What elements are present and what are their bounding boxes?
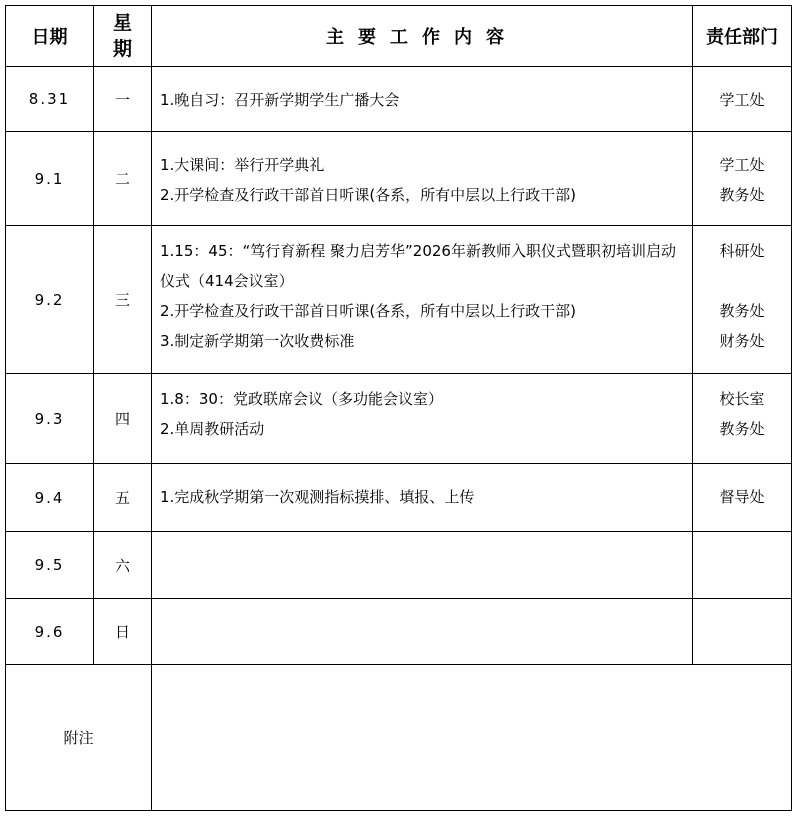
date-cell: 9.3 [6,374,94,464]
weekday-cell: 二 [94,132,152,226]
work-item: 2.开学检查及行政干部首日听课(各系，所有中层以上行政干部) [160,302,577,320]
weekly-schedule-table [5,5,792,811]
content-cell [152,226,693,374]
content-cell [152,374,693,464]
dept-cell [693,226,792,374]
note-row [6,665,792,811]
dept-name: 教务处 [719,420,765,438]
table-row [6,67,792,132]
content-cell [152,464,693,532]
weekday-cell: 三 [94,226,152,374]
dept-cell [693,67,792,132]
dept-header: 责任部门 [693,6,792,67]
work-item: 1.8：30：党政联席会议（多功能会议室） [160,390,443,408]
date-cell: 9.6 [6,599,94,665]
work-item: 2.开学检查及行政干部首日听课(各系，所有中层以上行政干部) [160,186,577,204]
date-cell: 9.4 [6,464,94,532]
dept-name: 科研处 [719,242,765,260]
content-cell [152,532,693,599]
date-header: 日期 [6,6,94,67]
work-item: 1.晚自习：召开新学期学生广播大会 [160,91,400,109]
dept-name: 教务处 [719,186,765,204]
weekday-cell: 六 [94,532,152,599]
weekday-header-line2: 期 [112,38,132,60]
note-content [152,665,792,811]
table-row [6,532,792,599]
note-label: 附注 [6,665,152,811]
work-item: 2.单周教研活动 [160,420,265,438]
dept-name: 学工处 [719,156,765,174]
work-item: 1.15：45：“笃行育新程 聚力启芳华”2026年新教师入职仪式暨职初培训启动仪式（414会议室） [160,242,676,290]
header-row [6,6,792,67]
dept-cell [693,464,792,532]
dept-cell [693,374,792,464]
weekday-header-line1: 星 [112,12,132,34]
date-cell: 8.31 [6,67,94,132]
table-row [6,132,792,226]
dept-name: 督导处 [719,488,765,506]
work-item: 3.制定新学期第一次收费标准 [160,332,355,350]
dept-cell [693,599,792,665]
work-item: 1.大课间：举行开学典礼 [160,156,325,174]
dept-name: 学工处 [719,91,765,109]
dept-name: 财务处 [719,332,765,350]
content-cell [152,67,693,132]
weekday-header [94,6,152,67]
dept-name: 校长室 [719,390,765,408]
weekday-cell: 五 [94,464,152,532]
table-row [6,374,792,464]
date-cell: 9.2 [6,226,94,374]
table-row [6,464,792,532]
date-cell: 9.5 [6,532,94,599]
work-item: 1.完成秋学期第一次观测指标摸排、填报、上传 [160,488,475,506]
weekday-cell: 一 [94,67,152,132]
table-row [6,226,792,374]
content-cell [152,132,693,226]
content-header: 主要工作内容 [152,6,693,67]
content-cell [152,599,693,665]
weekday-cell: 日 [94,599,152,665]
date-cell: 9.1 [6,132,94,226]
dept-cell [693,532,792,599]
dept-cell [693,132,792,226]
dept-name: 教务处 [719,302,765,320]
weekday-cell: 四 [94,374,152,464]
table-row [6,599,792,665]
